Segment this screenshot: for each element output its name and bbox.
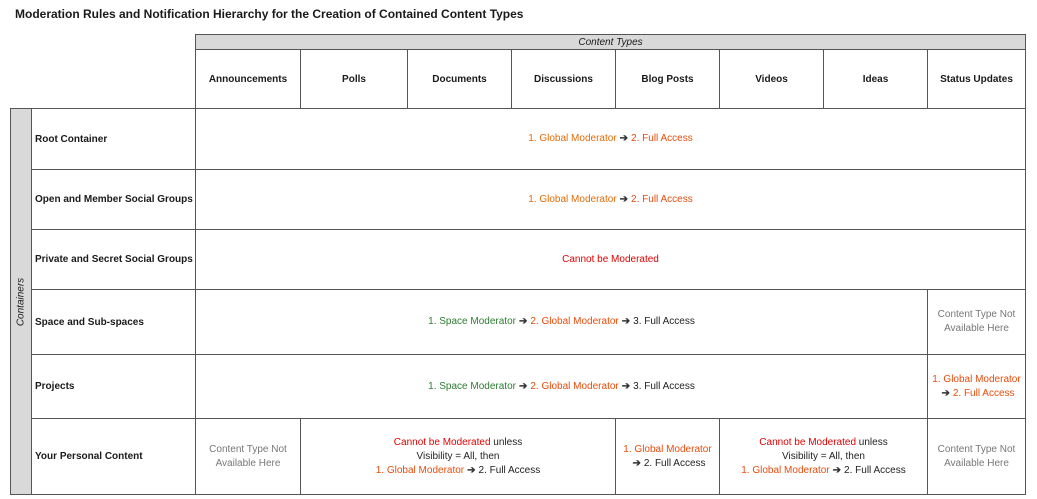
arrow-icon: ➔ <box>518 316 528 327</box>
arrow-icon: ➔ <box>467 464 476 476</box>
step-global-moderator: 1. Global Moderator <box>528 193 617 205</box>
row-header-open-groups <box>31 169 196 230</box>
not-available-line: Content Type Not <box>209 443 287 455</box>
not-available-line: Available Here <box>215 457 281 469</box>
column-header-announcements <box>195 49 301 109</box>
step-global-moderator: 1. Global Moderator <box>375 464 465 476</box>
not-available-line: Content Type Not <box>937 309 1016 320</box>
projects-status-updates-cell <box>927 354 1026 419</box>
step-full-access: 2. Full Access <box>952 387 1015 399</box>
column-header-discussions <box>511 49 616 109</box>
personal-status-updates-cell <box>927 418 1026 495</box>
arrow-icon: ➔ <box>632 457 641 469</box>
row-header-root <box>31 108 196 170</box>
personal-blog-posts-cell <box>615 418 720 495</box>
arrow-icon: ➔ <box>941 387 950 399</box>
arrow-icon: ➔ <box>518 380 528 392</box>
content-types-header <box>195 34 1026 50</box>
step-full-access: 3. Full Access <box>633 380 695 392</box>
step-full-access: 2. Full Access <box>631 193 693 205</box>
step-global-moderator: 2. Global Moderator <box>530 380 619 392</box>
column-header-label: Videos <box>755 73 788 85</box>
row-label: Private and Secret Social Groups <box>35 254 193 265</box>
cannot-be-moderated-text: Cannot be Moderated <box>393 436 491 448</box>
column-header-polls <box>300 49 408 109</box>
step-global-moderator: 1. Global Moderator <box>623 443 712 455</box>
step-global-moderator: 2. Global Moderator <box>530 316 619 327</box>
not-available-line: Available Here <box>944 457 1009 469</box>
column-header-videos <box>719 49 824 109</box>
column-header-status-updates <box>927 49 1026 109</box>
step-global-moderator: 1. Global Moderator <box>741 464 830 476</box>
row-header-projects <box>31 354 196 419</box>
space-moderation-cell <box>195 289 928 355</box>
step-full-access: 2. Full Access <box>631 133 693 144</box>
column-header-ideas <box>823 49 928 109</box>
column-header-label: Polls <box>342 73 366 85</box>
row-label: Projects <box>35 381 75 392</box>
projects-moderation-cell <box>195 354 928 419</box>
personal-announcements-cell <box>195 418 301 495</box>
row-header-space <box>31 289 196 355</box>
arrow-icon: ➔ <box>621 380 631 392</box>
column-header-label: Ideas <box>862 73 889 85</box>
visibility-condition: Visibility = All, then <box>416 450 500 462</box>
row-header-private-groups <box>31 229 196 290</box>
column-header-label: Documents <box>432 73 487 85</box>
space-status-updates-cell <box>927 289 1026 355</box>
containers-bar <box>10 108 32 495</box>
unless-text: unless <box>858 436 888 448</box>
arrow-icon: ➔ <box>832 464 842 476</box>
cannot-be-moderated-text: Cannot be Moderated <box>759 436 857 448</box>
row-label: Your Personal Content <box>35 451 143 462</box>
visibility-condition: Visibility = All, then <box>782 450 865 462</box>
page-title: Moderation Rules and Notification Hierarchy for the Creation of Contained Content Types <box>15 7 524 21</box>
containers-label: Containers <box>15 277 27 326</box>
row-label: Root Container <box>35 133 108 145</box>
step-space-moderator: 1. Space Moderator <box>428 316 516 327</box>
personal-videos-ideas-cell <box>719 418 928 495</box>
row-header-personal <box>31 418 196 495</box>
step-full-access: 2. Full Access <box>643 457 706 469</box>
row-label: Space and Sub-spaces <box>35 316 144 328</box>
open-groups-moderation-cell <box>195 169 1026 230</box>
column-header-label: Discussions <box>534 73 593 85</box>
column-header-label: Status Updates <box>940 73 1013 85</box>
unless-text: unless <box>493 436 523 448</box>
content-types-label: Content Types <box>578 36 643 48</box>
not-available-line: Content Type Not <box>937 443 1016 455</box>
step-full-access: 2. Full Access <box>844 464 906 476</box>
personal-polls-docs-discussions-cell <box>300 418 616 495</box>
arrow-icon: ➔ <box>619 193 629 205</box>
arrow-icon: ➔ <box>619 133 629 144</box>
private-groups-moderation-cell <box>195 229 1026 290</box>
column-header-blog-posts <box>615 49 720 109</box>
step-full-access: 2. Full Access <box>478 464 541 476</box>
column-header-label: Blog Posts <box>641 73 694 85</box>
column-header-documents <box>407 49 512 109</box>
step-global-moderator: 1. Global Moderator <box>528 133 617 144</box>
step-global-moderator: 1. Global Moderator <box>932 373 1021 385</box>
column-header-label: Announcements <box>208 73 288 85</box>
step-full-access: 3. Full Access <box>633 316 695 327</box>
cannot-be-moderated-text: Cannot be Moderated <box>562 253 659 265</box>
root-moderation-cell <box>195 108 1026 170</box>
row-label: Open and Member Social Groups <box>35 194 193 205</box>
arrow-icon: ➔ <box>621 316 631 327</box>
step-space-moderator: 1. Space Moderator <box>428 380 516 392</box>
not-available-line: Available Here <box>944 323 1009 334</box>
